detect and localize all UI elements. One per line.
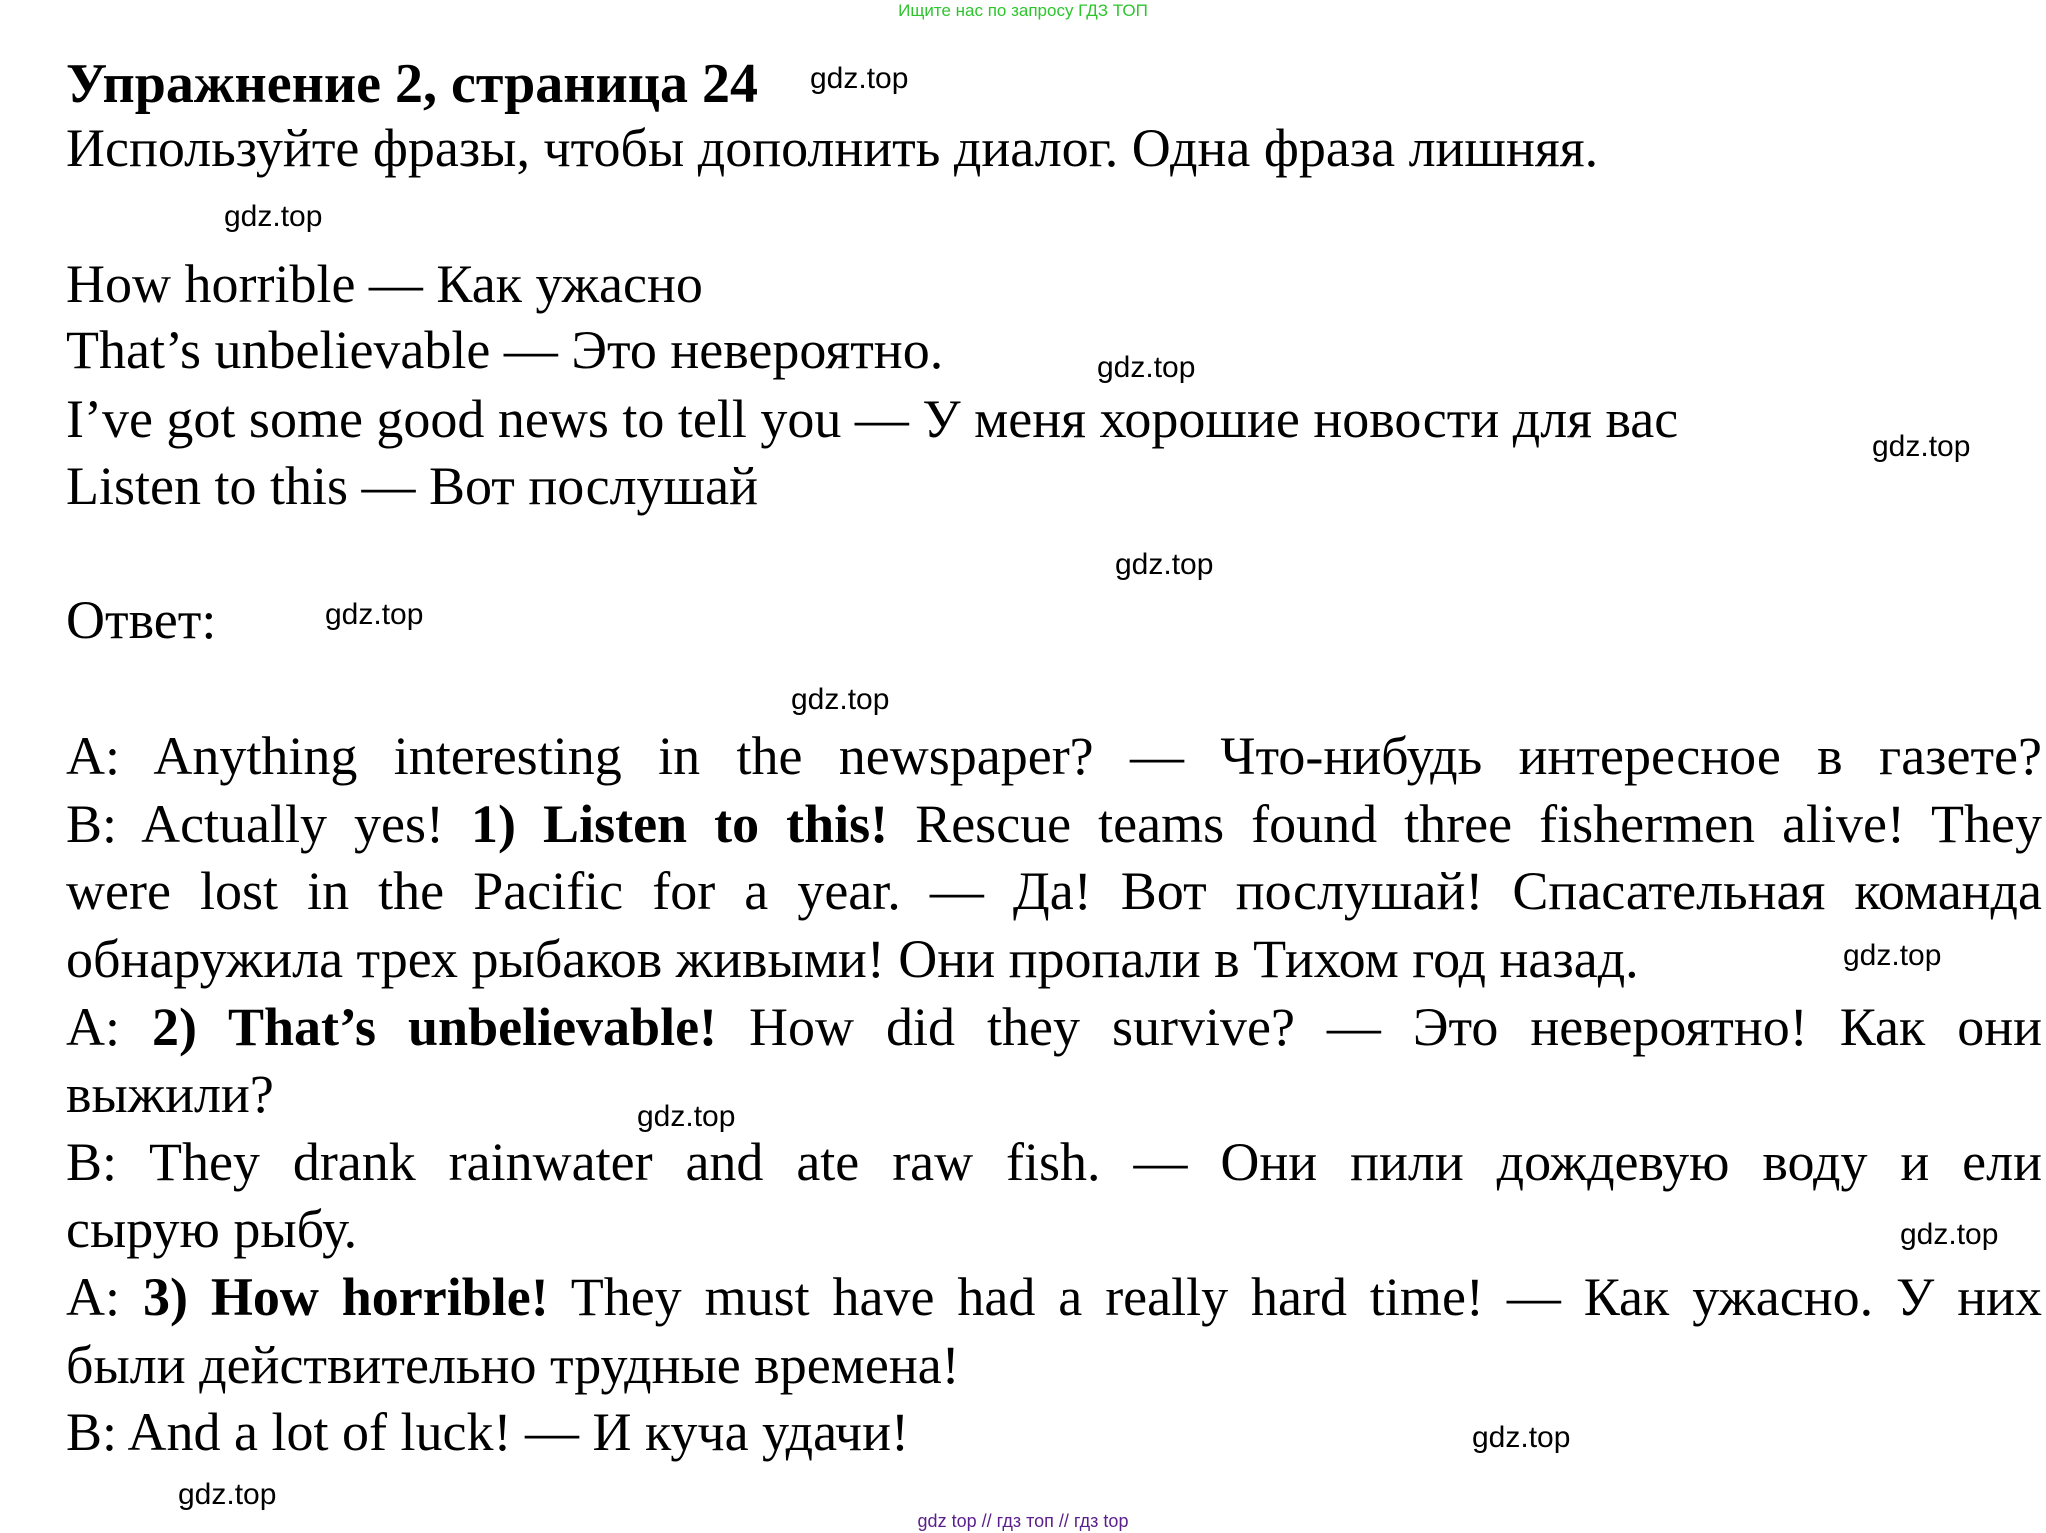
dialogue-line-10: были действительно трудные времена! xyxy=(66,1335,960,1395)
answer-2: 2) That’s unbelievable! xyxy=(152,997,718,1057)
answer-label: Ответ: xyxy=(66,590,217,650)
watermark: gdz.top xyxy=(1843,939,1942,972)
watermark: gdz.top xyxy=(791,683,890,716)
watermark: gdz.top xyxy=(224,200,323,233)
phrase-4: Listen to this — Вот послушай xyxy=(66,456,759,516)
watermark: gdz.top xyxy=(1472,1421,1571,1454)
phrase-3: I’ve got some good news to tell you — У меня хорошие новости для вас xyxy=(66,389,1679,449)
top-banner: Ищите нас по запросу ГДЗ ТОП xyxy=(898,1,1148,20)
phrase-1: How horrible — Как ужасно xyxy=(66,254,703,314)
dialogue-line-5: A: 2) That’s unbelievable! How did they survive? — Это невероятно! Как они xyxy=(66,997,2043,1057)
exercise-title: Упражнение 2, страница 24 xyxy=(66,53,759,115)
dialogue-line-7: B: They drank rainwater and ate raw fish. — Они пили дождевую воду и ели xyxy=(66,1132,2042,1192)
dialogue-line-4: обнаружила трех рыбаков живыми! Они пропали в Тихом год назад. xyxy=(66,929,1639,989)
watermark: gdz.top xyxy=(178,1478,277,1511)
watermark: gdz.top xyxy=(1872,430,1971,463)
watermark: gdz.top xyxy=(1115,548,1214,581)
answer-1: 1) Listen to this! xyxy=(471,794,889,854)
dialogue-line-3: were lost in the Pacific for a year. — Да! Вот послушай! Спасательная команда xyxy=(66,861,2042,921)
dialogue-line-2: B: Actually yes! 1) Listen to this! Rescue teams found three fishermen alive! They xyxy=(66,794,2043,854)
phrase-2: That’s unbelievable — Это невероятно. xyxy=(66,320,944,380)
watermark: gdz.top xyxy=(325,598,424,631)
dialogue-line-9: A: 3) How horrible! They must have had a really hard time! — Как ужасно. У них xyxy=(66,1267,2043,1327)
dialogue-line-1: A: Anything interesting in the newspaper? — Что-нибудь интересное в газете? xyxy=(66,726,2042,786)
watermark: gdz.top xyxy=(1097,351,1196,384)
dialogue-line-11: B: And a lot of luck! — И куча удачи! xyxy=(66,1402,909,1462)
dialogue-line-8: сырую рыбу. xyxy=(66,1199,358,1259)
watermark: gdz.top xyxy=(1900,1218,1999,1251)
watermark: gdz.top xyxy=(637,1100,736,1133)
instruction-text: Используйте фразы, чтобы дополнить диалог. Одна фраза лишняя. xyxy=(66,118,1599,178)
dialogue-line-6: выжили? xyxy=(66,1064,274,1124)
answer-3: 3) How horrible! xyxy=(142,1267,549,1327)
watermark: gdz.top xyxy=(810,62,909,95)
footer-watermark: gdz top // гдз топ // гдз top xyxy=(917,1511,1129,1531)
